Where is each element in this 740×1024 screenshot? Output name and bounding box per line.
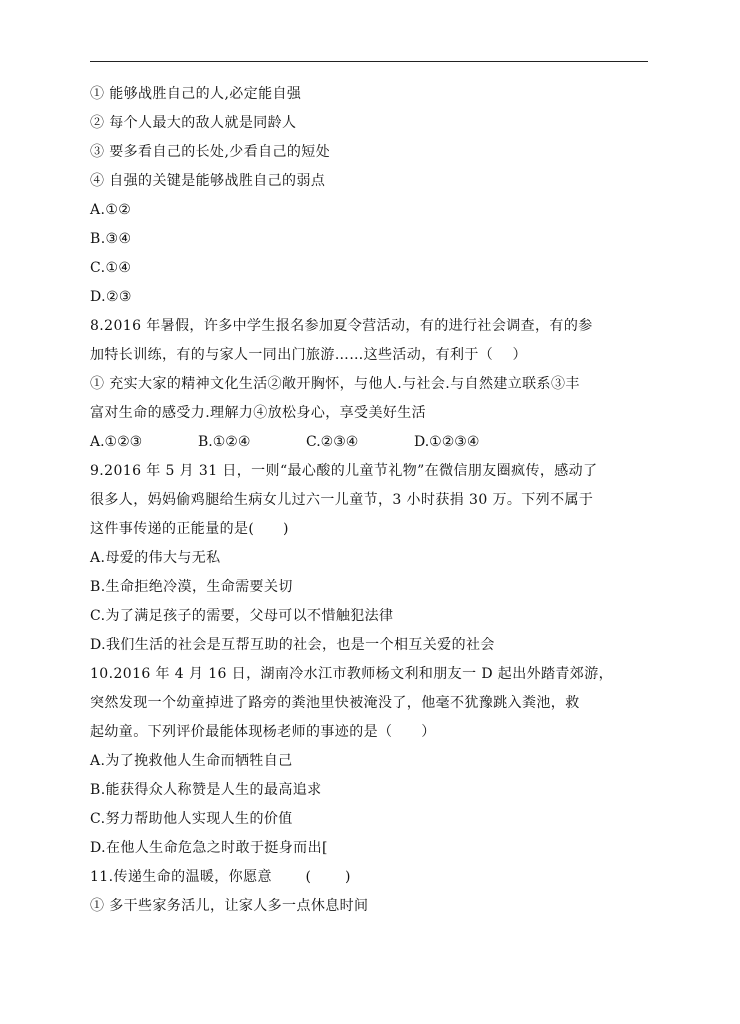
answer-option: D.在他人生命危急之时敢于挺身而出[ [90,840,328,856]
question-stem-line: 8.2016 年暑假，许多中学生报名参加夏令营活动，有的进行社会调查，有的参 [90,318,593,334]
question-stem-line: 9.2016 年 5 月 31 日，一则“最心酸的儿童节礼物”在微信朋友圈疯传，感动了 [90,463,598,479]
answer-options-row [90,428,650,457]
question-stem-line: 加特长训练，有的与家人一同出门旅游……这些活动，有利于（ ） [90,347,527,363]
answer-option: D.①②③④ [414,434,480,450]
answer-option: A.①② [90,202,132,218]
statement-line: ② 每个人最大的敌人就是同龄人 [90,115,297,131]
answer-option: A.①②③ [90,434,143,450]
answer-option: D.②③ [90,289,132,305]
statement-line: ① 充实大家的精神文化生活②敞开胸怀，与他人.与社会.与自然建立联系③丰 [90,376,580,392]
statement-line: ① 能够战胜自己的人,必定能自强 [90,86,302,102]
question-9 [90,457,650,660]
question-8 [90,312,650,457]
answer-option: B.①②④ [198,434,251,450]
answer-option: A.为了挽救他人生命而牺牲自己 [90,753,293,769]
statement-line: ④ 自强的关键是能够战胜自己的弱点 [90,173,326,189]
answer-option: C.①④ [90,260,132,276]
answer-option: B.生命拒绝冷漠，生命需要关切 [90,579,293,595]
answer-option: B.能获得众人称赞是人生的最高追求 [90,782,322,798]
question-10 [90,660,650,863]
statement-line: 富对生命的感受力.理解力④放松身心，享受美好生活 [90,405,427,421]
question-stem-line: 这件事传递的正能量的是( ) [90,521,289,537]
answer-option: C.为了满足孩子的需要，父母可以不惜触犯法律 [90,608,394,624]
answer-option: A.母爱的伟大与无私 [90,550,221,566]
answer-option: D.我们生活的社会是互帮互助的社会，也是一个相互关爱的社会 [90,637,495,653]
question-stem-line: 很多人，妈妈偷鸡腿给生病女儿过六一儿童节，3 小时获捐 30 万。下列不属于 [90,492,594,508]
header-rule [90,61,648,62]
question-stem-line: 10.2016 年 4 月 16 日，湖南冷水江市教师杨文利和朋友一 D 起出外踏青郊游， [90,666,613,682]
question-stem-line: 起幼童。下列评价最能体现杨老师的事迹的是（ ） [90,724,436,740]
statement-line: ① 多干些家务活儿，让家人多一点休息时间 [90,898,369,914]
statement-line: ③ 要多看自己的长处,少看自己的短处 [90,144,331,160]
question-7-continued [90,80,650,312]
question-11 [90,863,650,921]
question-stem-line: 突然发现一个幼童掉进了路旁的粪池里快被淹没了，他毫不犹豫跳入粪池，救 [90,695,580,711]
question-stem-line: 11.传递生命的温暖，你愿意 ( ) [90,869,351,885]
answer-option: C.努力帮助他人实现人生的价值 [90,811,293,827]
document-body [90,80,650,921]
answer-option: C.②③④ [306,434,359,450]
answer-option: B.③④ [90,231,132,247]
